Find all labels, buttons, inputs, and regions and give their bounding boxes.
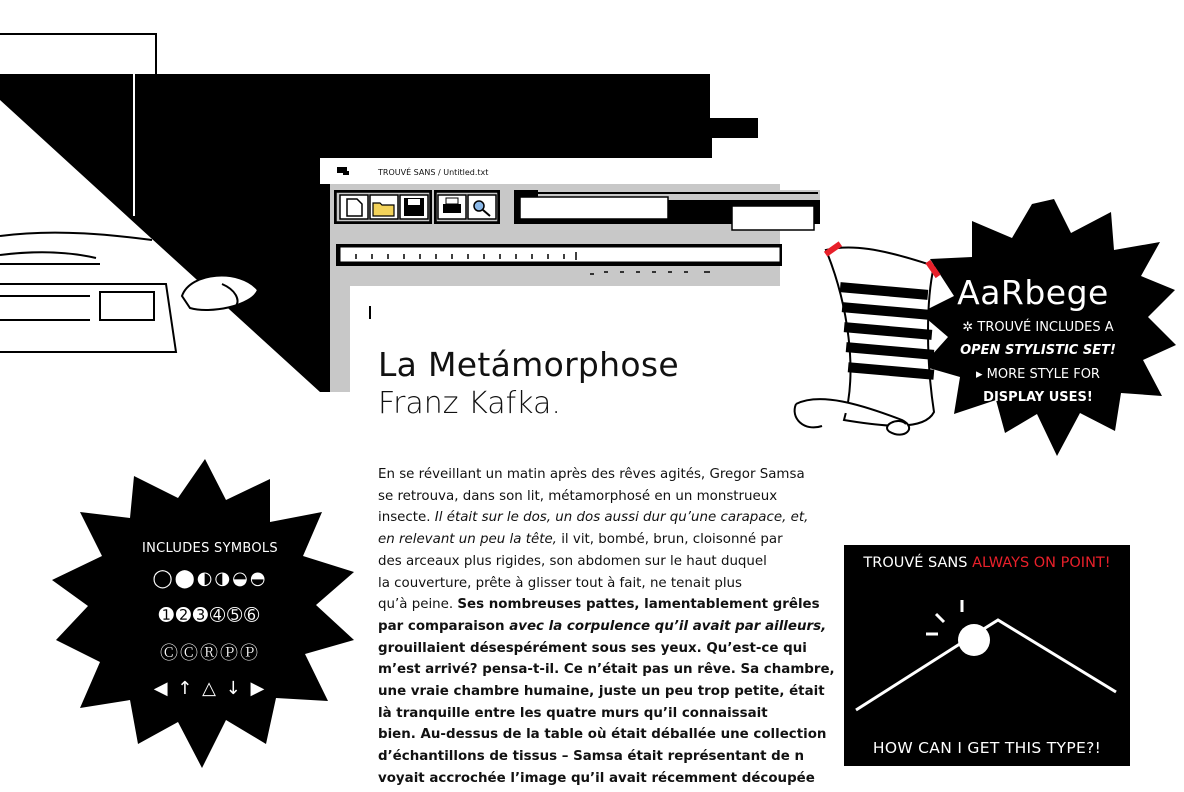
document-subtitle: Franz Kafka. xyxy=(378,386,561,421)
panel-heading: TROUVÉ SANS ALWAYS ON POINT! xyxy=(863,555,1111,571)
body-line: là tranquille entre les quatre murs qu’il connaissait xyxy=(378,705,768,721)
body-line: d’échantillons de tissus – Samsa était représentant de n xyxy=(378,749,805,765)
body-line: grouillaient désespérément sous ses yeux. Qu’est-ce qui xyxy=(378,640,807,656)
body-line: qu’à peine. Ses nombreuses pattes, lamentablement grêles xyxy=(378,597,820,613)
symbols-row-circles: ◯⬤◐◑◒◓ xyxy=(152,568,268,589)
document-title: La Metámorphose xyxy=(378,345,679,384)
burst-right-line-4: DISPLAY USES! xyxy=(983,390,1093,405)
open-folder-icon[interactable] xyxy=(370,195,398,219)
body-line: m’est arrivé? pensa-t-il. Ce n’était pas un rêve. Sa chambre, xyxy=(378,662,835,678)
burst-right-line-2: OPEN STYLISTIC SET! xyxy=(960,343,1116,358)
panel-heading-accent: ALWAYS ON POINT! xyxy=(972,555,1111,571)
burst-right-line-3: ▸ MORE STYLE FOR xyxy=(976,367,1100,382)
save-disk-icon[interactable] xyxy=(400,195,428,219)
body-line: une vraie chambre humaine, juste un peu trop petite, était xyxy=(378,684,825,700)
document-body xyxy=(378,464,838,790)
window-title: TROUVÉ SANS / Untitled.txt xyxy=(378,168,489,177)
symbols-row-arrows: ◀ ↑ △ ↓ ▶ xyxy=(153,678,267,699)
panel-footer: HOW CAN I GET THIS TYPE?! xyxy=(872,739,1102,757)
address-bar[interactable] xyxy=(514,190,820,230)
body-line: voyait accrochée l’image qu’il avait récemment découpée xyxy=(378,770,815,786)
body-line: se retrouva, dans son lit, métamorphosé en un monstrueux xyxy=(378,488,778,504)
body-line: bien. Au-dessus de la table où était déballée une collection xyxy=(378,727,827,743)
print-icon[interactable] xyxy=(438,195,466,219)
stylistic-set-sample: AaRbege xyxy=(957,273,1109,312)
body-line: en relevant un peu la tête, il vit, bombé, brun, cloisonné par xyxy=(378,532,783,548)
symbols-row-numbers: ➊➋➌➃➄➅ xyxy=(158,605,262,626)
burst-right-line-1: ✲ TROUVÉ INCLUDES A xyxy=(962,320,1114,335)
body-line: la couverture, prête à glisser tout à fait, ne tenait plus xyxy=(378,575,743,591)
symbols-heading: INCLUDES SYMBOLS xyxy=(142,541,278,556)
promo-panel xyxy=(844,545,1130,766)
symbols-row-marks: ⒸⒸⓇⓅⓅ xyxy=(160,643,260,664)
body-line: par comparaison avec la corpulence qu’il avait par ailleurs, xyxy=(378,618,827,634)
keyboard-icon xyxy=(0,284,176,352)
body-line: des arceaux plus rigides, son abdomen sur le haut duquel xyxy=(378,553,767,569)
body-line: insecte. Il était sur le dos, un dos aussi dur qu’une carapace, et, xyxy=(378,510,809,526)
search-icon[interactable] xyxy=(468,195,496,219)
body-line: En se réveillant un matin après des rêves agités, Gregor Samsa xyxy=(378,467,805,482)
new-file-icon[interactable] xyxy=(340,195,368,219)
